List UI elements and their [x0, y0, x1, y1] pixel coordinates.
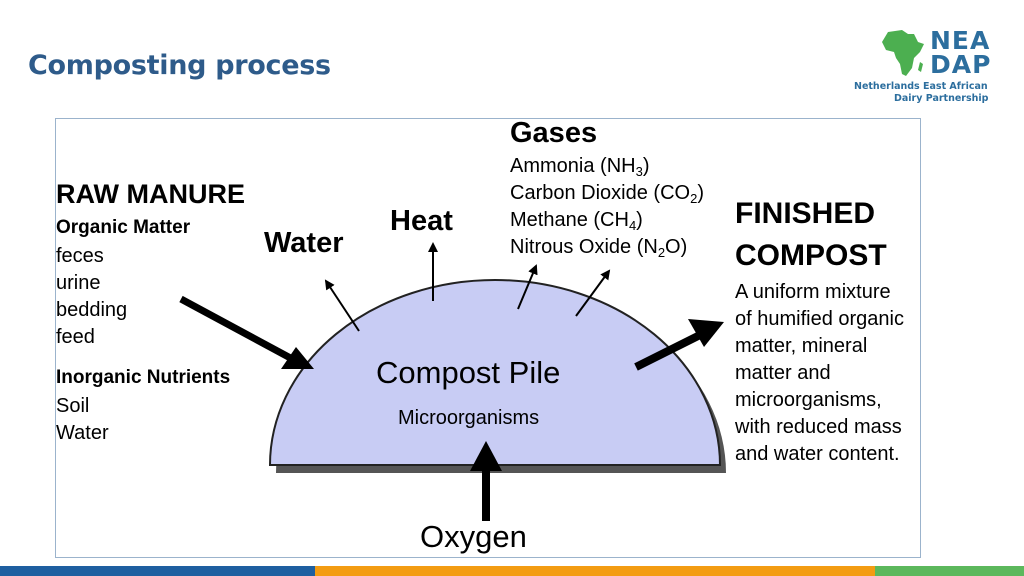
finished-desc-7: and water content.: [735, 443, 900, 465]
organic-item-4: feed: [56, 326, 95, 348]
logo: [848, 26, 998, 110]
microorganisms-label: Microorganisms: [398, 407, 540, 429]
oxygen-label: Oxygen: [420, 519, 527, 554]
compost-pile-label: Compost Pile: [376, 355, 561, 390]
logo-text-nea: NEA: [930, 26, 991, 55]
finished-compost-title-2: COMPOST: [735, 239, 887, 272]
diagram-frame: [55, 118, 921, 558]
page-title: Composting process: [28, 50, 331, 81]
finished-desc-1: A uniform mixture: [735, 281, 891, 303]
organic-item-1: feces: [56, 245, 104, 267]
arrow-water-out: [326, 281, 359, 331]
finished-compost-title-1: FINISHED: [735, 197, 876, 230]
organic-item-2: urine: [56, 272, 101, 294]
inorganic-nutrients-label: Inorganic Nutrients: [56, 367, 231, 388]
footer-bar-blue: [0, 566, 315, 576]
inorganic-item-2: Water: [56, 422, 109, 444]
finished-desc-3: matter, mineral: [735, 335, 868, 357]
finished-desc-2: of humified organic: [735, 308, 904, 330]
gases-title: Gases: [510, 117, 598, 149]
inorganic-item-1: Soil: [56, 395, 90, 417]
logo-text-dap: DAP: [930, 50, 992, 79]
footer-color-bar: [0, 566, 1024, 576]
logo-subtitle-2: Dairy Partnership: [894, 93, 989, 104]
finished-desc-4: matter and: [735, 362, 831, 384]
footer-bar-orange: [315, 566, 875, 576]
arrow-manure-in: [181, 299, 296, 361]
raw-manure-title: RAW MANURE: [56, 179, 245, 209]
gas-item-methane: Methane $(CH_4)$: [510, 209, 643, 233]
logo-subtitle-1: Netherlands East African: [854, 81, 988, 92]
organic-matter-label: Organic Matter: [56, 217, 191, 238]
africa-map-icon: [880, 28, 926, 78]
water-label: Water: [264, 227, 344, 259]
heat-label: Heat: [390, 205, 453, 237]
finished-desc-6: with reduced mass: [735, 416, 902, 438]
gas-item-nitrous-oxide: Nitrous Oxide $(N_2O)$: [510, 236, 688, 260]
organic-item-3: bedding: [56, 299, 128, 321]
gas-item-carbon-dioxide: Carbon Dioxide $(CO_2)$: [510, 182, 704, 206]
footer-bar-green: [875, 566, 1024, 576]
gas-item-ammonia: Ammonia $(NH_3)$: [510, 155, 650, 179]
arrow-compost-out-head: [688, 319, 724, 347]
finished-desc-5: microorganisms,: [735, 389, 882, 411]
